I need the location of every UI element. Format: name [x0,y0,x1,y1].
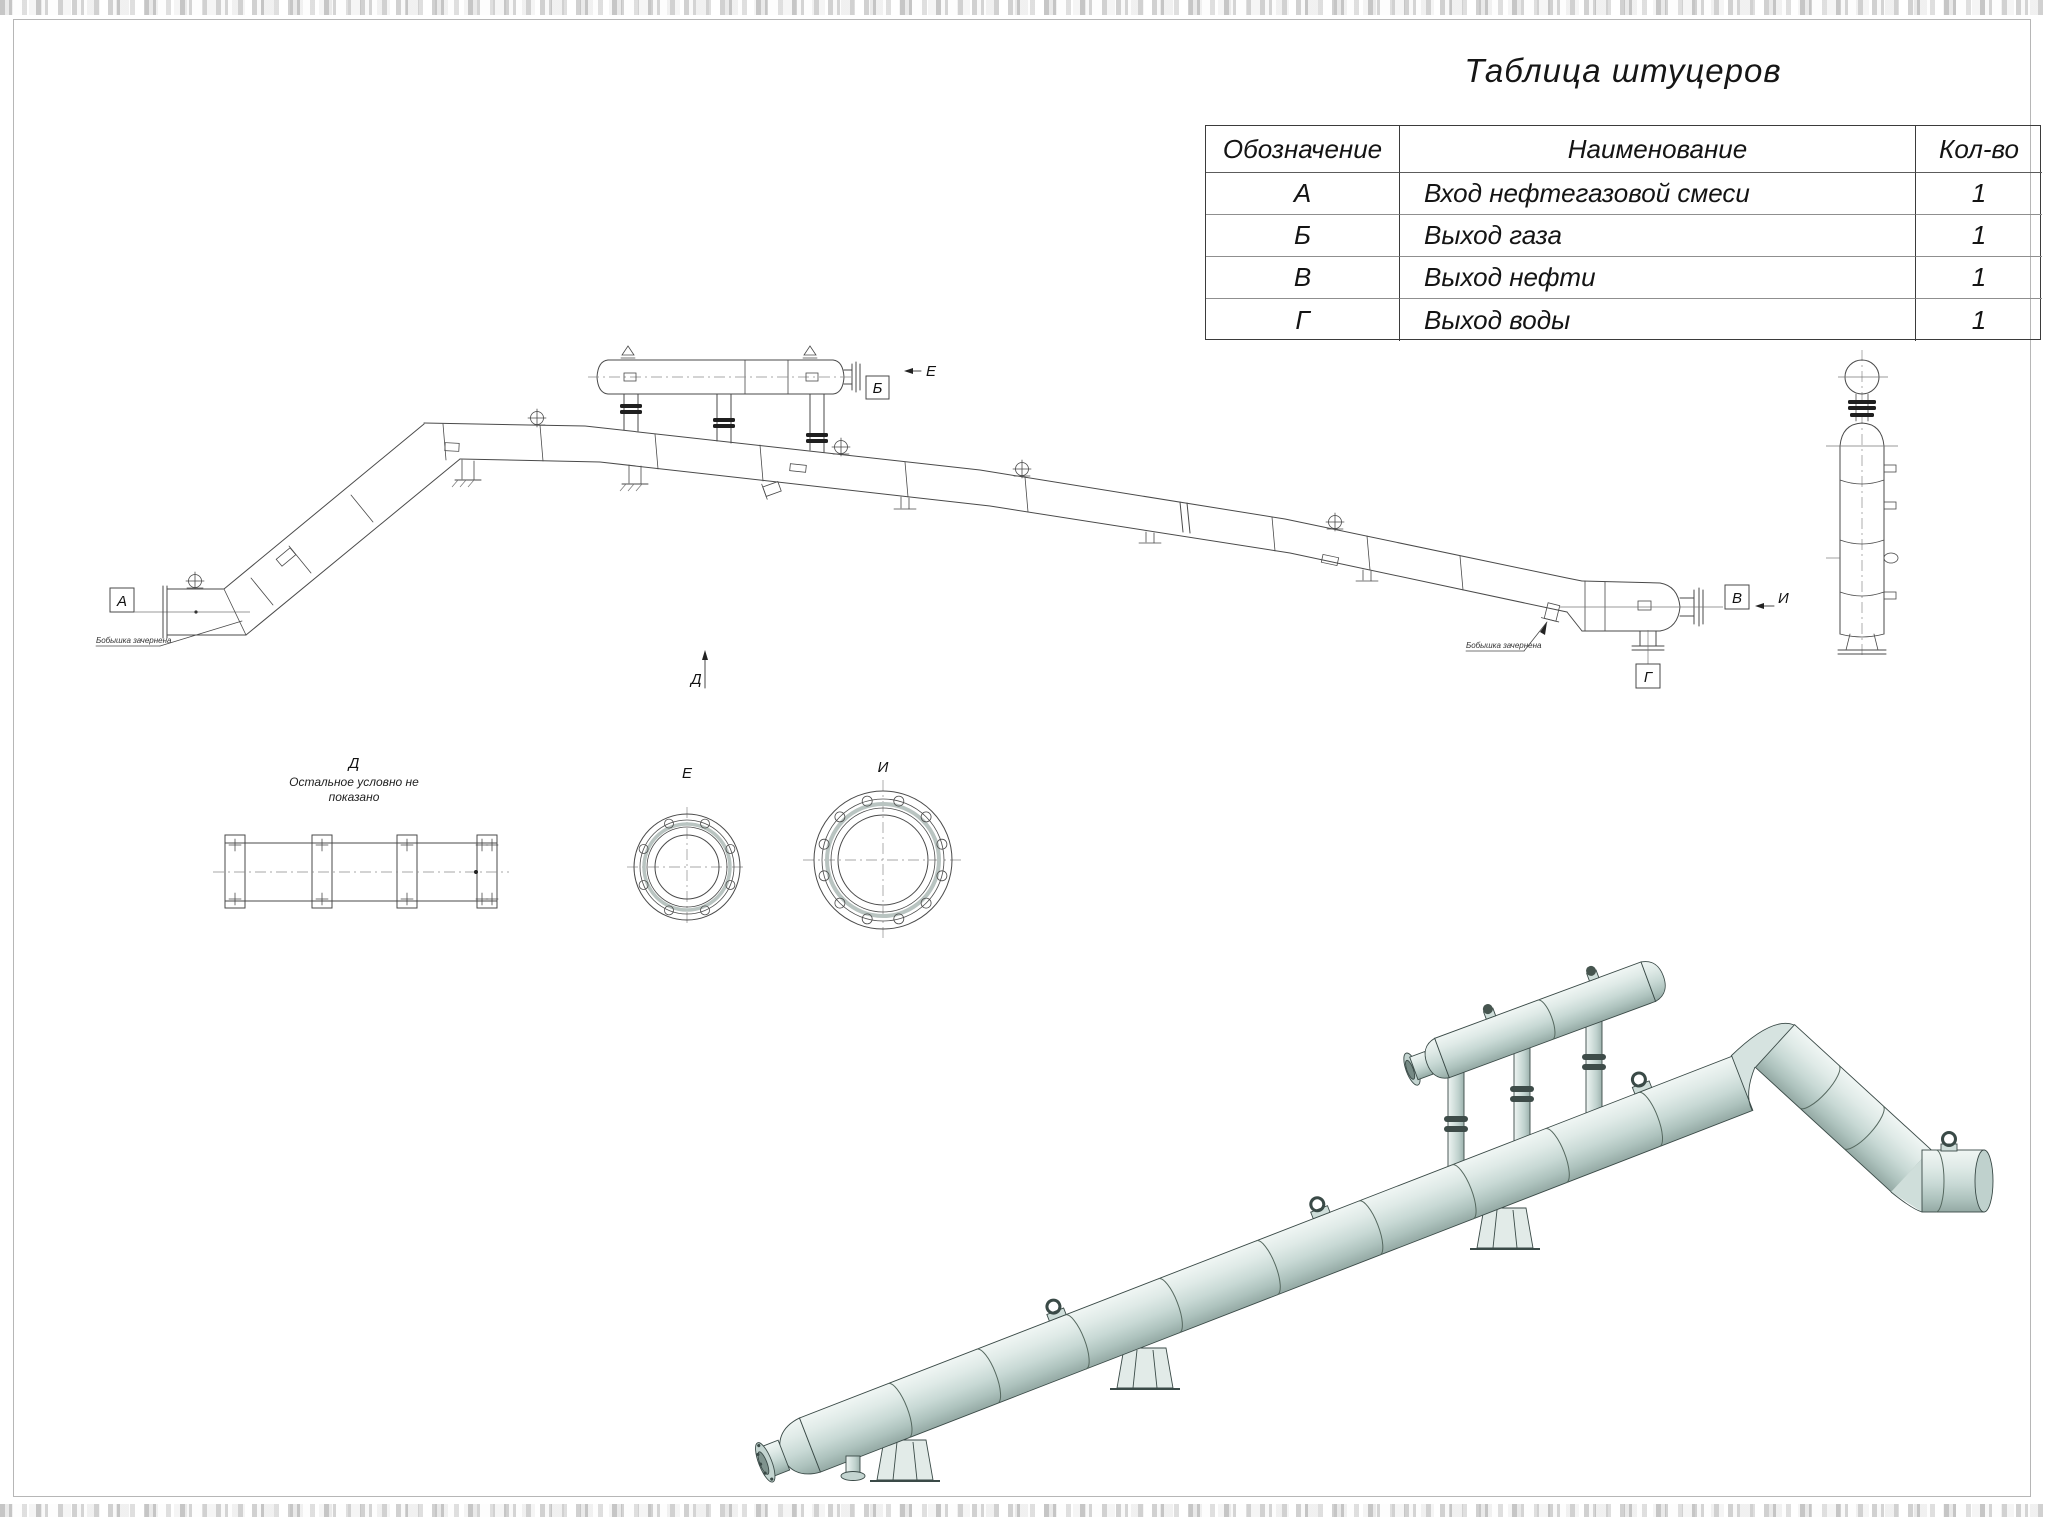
table-cell-name: Выход нефти [1400,257,1916,299]
table-cell-name: Вход нефтегазовой смеси [1400,173,1916,215]
vessel-top-fitting-icon [803,346,817,358]
nozzle-table-title: Таблица штуцеров [1464,52,1782,89]
view-d-arrow-label: Д [691,671,702,688]
col-header-name: Наименование [1400,126,1916,173]
gas-riser-3d [1582,1020,1606,1114]
main-pipe-3d [742,1039,1753,1492]
gas-collector-2d [588,346,937,452]
view-d-note-2: показано [328,790,380,804]
table-cell-mark: Б [1206,215,1400,257]
pipe-support [894,497,916,509]
end-elevation-view [1826,350,1898,658]
table-cell-qty: 1 [1971,304,1987,335]
render-3d [742,943,1993,1491]
pipe-support [452,460,481,487]
vessel-top-fitting-3d [1585,964,1599,981]
annotation-text: Бобышка зачернена [1466,641,1542,650]
label-inlet-a: А [116,593,128,610]
main-separator-run [424,409,1567,612]
table-cell-mark: А [1206,173,1400,215]
gas-riser-3d [1444,1072,1468,1168]
descending-pipe-3d [1755,1025,1931,1193]
col-header-qty: Кол-во [1916,126,2042,173]
table-cell-mark: Г [1206,299,1400,341]
annotation-text: Бобышка зачернена [96,636,172,645]
gas-riser [620,394,642,431]
label-water-outlet-g: Г [1643,669,1653,686]
table-cell-name: Выход газа [1400,215,1916,257]
view-e-arrow-label: Е [926,363,937,380]
gas-riser [806,394,828,452]
inclined-inlet-pipe [224,424,460,635]
col-header-designation: Обозначение [1206,126,1400,173]
vessel-top-fitting-3d [1481,1003,1495,1020]
vessel-top-fitting-icon [621,346,635,358]
table-cell-mark: В [1206,257,1400,299]
end-piece-3d [1922,1133,1993,1213]
pipe-support [1356,570,1378,581]
boss-annotation-right [1466,622,1547,651]
section-views [213,755,963,940]
lifting-lug-icon [832,438,850,456]
view-i [803,759,963,940]
table-cell-qty: 1 [1916,215,2042,257]
view-e-title: Е [681,765,693,782]
water-outlet-nozzle [1632,630,1664,664]
lifting-lug-icon [528,409,546,427]
pipe-support [1139,532,1161,543]
view-i-title: И [877,759,889,776]
view-e [627,765,747,927]
gas-riser [713,394,735,443]
view-d-note-1: Остальное условно не [289,775,419,789]
drain-boss [1541,602,1562,622]
boss-annotation-left [96,621,242,646]
outlet-assembly [1466,578,1789,688]
table-cell-qty: 1 [1916,257,2042,299]
table-cell-name: Выход воды [1400,299,1916,341]
inlet-assembly [110,572,250,638]
label-oil-outlet-v: В [1731,590,1743,607]
label-gas-outlet-b: Б [872,380,883,397]
vent-fitting-icon [186,572,204,589]
general-view-2d [96,346,1898,688]
gas-collector-3d [1394,943,1670,1091]
view-i-arrow-label: И [1778,590,1789,607]
view-i-arrow [1755,590,1789,609]
view-d-arrow [689,650,708,688]
view-d-title: Д [348,755,360,772]
view-e-arrow [904,363,937,380]
gas-riser-3d [1510,1046,1534,1142]
view-d [213,755,509,908]
pipe-support [620,465,648,491]
table-cell-qty: 1 [1916,173,2042,215]
